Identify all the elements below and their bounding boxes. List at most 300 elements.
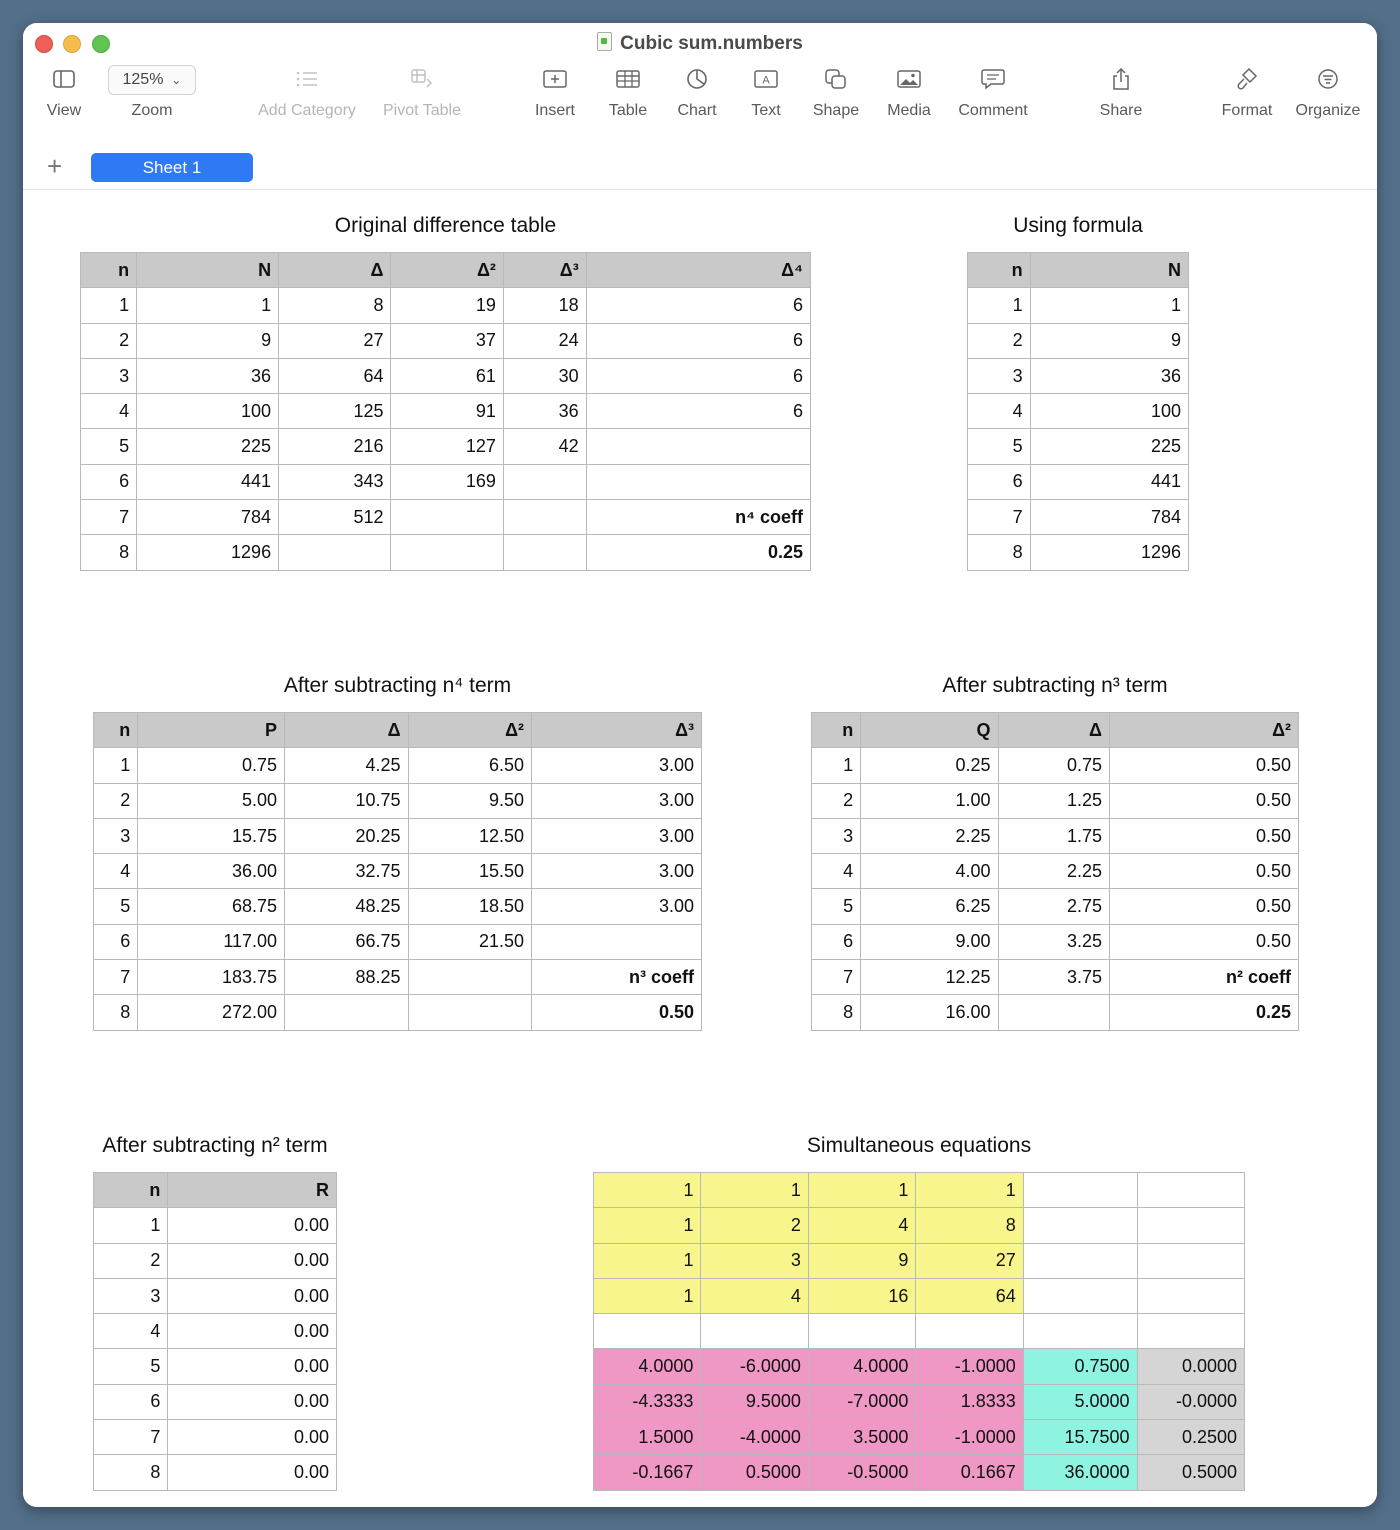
format-button[interactable]: Format	[1217, 65, 1277, 120]
table-cell[interactable]: 0.00	[168, 1278, 337, 1313]
table-cell[interactable]: 64	[279, 358, 391, 393]
table-cell[interactable]	[808, 1314, 915, 1349]
table-cell[interactable]: 1.75	[998, 818, 1109, 853]
column-header[interactable]: Δ²	[408, 713, 531, 748]
table-cell[interactable]: 8	[94, 995, 138, 1030]
table-cell[interactable]: 2	[968, 323, 1031, 358]
table-cell[interactable]: 12.50	[408, 818, 531, 853]
insert-icon	[530, 65, 580, 93]
table-cell[interactable]: 5.00	[138, 783, 285, 818]
table-cell[interactable]: 9	[1030, 323, 1188, 358]
table-cell[interactable]: 0.25	[861, 748, 998, 783]
table-cell[interactable]: 15.75	[138, 818, 285, 853]
table-cell[interactable]: 16	[808, 1278, 915, 1313]
sheet-canvas	[23, 190, 1377, 1507]
table-cell[interactable]: 3	[94, 1278, 168, 1313]
table-cell[interactable]	[1023, 1278, 1137, 1313]
table-cell[interactable]: 5	[94, 889, 138, 924]
table-cell[interactable]: 7	[81, 500, 137, 535]
table-cell[interactable]: 0.0000	[1137, 1349, 1244, 1384]
table-cell[interactable]	[408, 995, 531, 1030]
column-header[interactable]: n	[968, 253, 1031, 288]
window-title: Cubic sum.numbers	[23, 32, 1377, 55]
table-cell[interactable]: 48.25	[285, 889, 408, 924]
table-cell[interactable]: 100	[1030, 394, 1188, 429]
table-cell[interactable]: 8	[812, 995, 861, 1030]
table-cell[interactable]: 100	[137, 394, 279, 429]
table-cell[interactable]: 7	[94, 1420, 168, 1455]
table-cell[interactable]: 4	[81, 394, 137, 429]
table-row	[94, 1455, 337, 1490]
table-title-n3: After subtracting n³ term	[942, 674, 1168, 697]
table-cell[interactable]: 4.0000	[808, 1349, 915, 1384]
table-row	[94, 1420, 337, 1455]
table-cell[interactable]: 18	[503, 288, 586, 323]
table-row	[594, 1420, 1245, 1455]
table-cell[interactable]: 3.00	[532, 854, 702, 889]
column-header[interactable]: Q	[861, 713, 998, 748]
table-cell[interactable]: 27	[916, 1243, 1023, 1278]
table-row	[81, 500, 811, 535]
column-header[interactable]: N	[137, 253, 279, 288]
table-cell[interactable]: -1.0000	[916, 1349, 1023, 1384]
table-cell[interactable]: 15.7500	[1023, 1420, 1137, 1455]
table-cell[interactable]: 2.25	[998, 854, 1109, 889]
table-cell[interactable]	[1137, 1173, 1244, 1208]
table-cell[interactable]: 6	[586, 323, 810, 358]
table-cell[interactable]: 8	[968, 535, 1031, 570]
table-cell[interactable]: 1296	[1030, 535, 1188, 570]
table-row	[594, 1173, 1245, 1208]
after-n2-table	[93, 1172, 337, 1491]
table-row	[812, 854, 1299, 889]
table-cell[interactable]	[701, 1314, 808, 1349]
table-cell[interactable]	[1137, 1314, 1244, 1349]
table-cell[interactable]: 784	[1030, 500, 1188, 535]
table-cell[interactable]: 169	[391, 464, 503, 499]
table-cell[interactable]: -0.5000	[808, 1455, 915, 1490]
table-cell[interactable]: 4.00	[861, 854, 998, 889]
column-header[interactable]: Δ⁴	[586, 253, 810, 288]
table-cell[interactable]: 343	[279, 464, 391, 499]
text-button[interactable]: A Text	[746, 65, 786, 120]
table-cell[interactable]: 1	[594, 1173, 701, 1208]
table-cell[interactable]: 6	[968, 464, 1031, 499]
table-cell[interactable]	[916, 1314, 1023, 1349]
table-cell[interactable]: 88.25	[285, 960, 408, 995]
table-cell[interactable]: 2	[94, 1243, 168, 1278]
pivot-table-button[interactable]: Pivot Table	[380, 65, 464, 120]
table-cell[interactable]: 9.00	[861, 924, 998, 959]
table-row	[94, 783, 702, 818]
sheet-tabs-bar	[23, 149, 1377, 190]
table-row	[968, 535, 1189, 570]
table-row	[812, 748, 1299, 783]
table-cell[interactable]	[279, 535, 391, 570]
table-cell[interactable]: 32.75	[285, 854, 408, 889]
comment-icon	[955, 65, 1031, 93]
table-cell[interactable]	[586, 429, 810, 464]
table-cell[interactable]: 9.50	[408, 783, 531, 818]
list-icon	[255, 65, 359, 93]
table-cell[interactable]: 5	[812, 889, 861, 924]
table-row	[94, 1208, 337, 1243]
table-cell[interactable]: 24	[503, 323, 586, 358]
chart-button[interactable]: Chart	[673, 65, 721, 120]
table-cell[interactable]: -6.0000	[701, 1349, 808, 1384]
header-row	[812, 713, 1299, 748]
table-cell[interactable]: 30	[503, 358, 586, 393]
table-cell[interactable]: 1	[968, 288, 1031, 323]
table-cell[interactable]: 3.5000	[808, 1420, 915, 1455]
column-header[interactable]: R	[168, 1173, 337, 1208]
table-cell[interactable]: 0.75	[138, 748, 285, 783]
table-cell[interactable]: 0.5000	[701, 1455, 808, 1490]
table-cell[interactable]: 3.25	[998, 924, 1109, 959]
table-cell[interactable]: 6.50	[408, 748, 531, 783]
table-cell[interactable]: 3	[812, 818, 861, 853]
table-cell[interactable]: 0.50	[1109, 854, 1298, 889]
table-cell[interactable]: 3	[968, 358, 1031, 393]
table-cell[interactable]: 216	[279, 429, 391, 464]
table-cell[interactable]: 8	[94, 1455, 168, 1490]
table-button[interactable]: Table	[604, 65, 652, 120]
zoom-select[interactable]: 125% ⌄	[108, 65, 196, 95]
table-cell[interactable]	[1023, 1243, 1137, 1278]
table-cell[interactable]: 61	[391, 358, 503, 393]
table-row	[94, 818, 702, 853]
table-row	[812, 889, 1299, 924]
table-row	[968, 358, 1189, 393]
table-cell[interactable]: 4.25	[285, 748, 408, 783]
simultaneous-equations-table	[593, 1172, 1245, 1491]
table-cell[interactable]: 125	[279, 394, 391, 429]
table-row	[594, 1314, 1245, 1349]
table-cell[interactable]: 4	[701, 1278, 808, 1313]
table-row	[812, 783, 1299, 818]
table-cell[interactable]: -1.0000	[916, 1420, 1023, 1455]
table-cell[interactable]: 2	[812, 783, 861, 818]
table-cell[interactable]: 1	[701, 1173, 808, 1208]
table-row	[94, 960, 702, 995]
table-title-n2: After subtracting n² term	[102, 1134, 328, 1157]
table-row	[94, 995, 702, 1030]
table-title-formula: Using formula	[1013, 214, 1143, 237]
table-cell[interactable]	[1137, 1208, 1244, 1243]
table-cell[interactable]: 0.50	[1109, 783, 1298, 818]
table-row	[94, 889, 702, 924]
table-row	[94, 1314, 337, 1349]
add-category-button[interactable]: Add Category	[255, 65, 359, 120]
table-cell[interactable]: 1	[812, 748, 861, 783]
table-title-simul: Simultaneous equations	[806, 1134, 1032, 1157]
table-cell[interactable]: 9	[808, 1243, 915, 1278]
column-header[interactable]: Δ³	[532, 713, 702, 748]
organize-icon	[1293, 65, 1363, 93]
table-cell[interactable]: 0.5000	[1137, 1455, 1244, 1490]
table-cell[interactable]: 0.25	[1109, 995, 1298, 1030]
table-row	[594, 1243, 1245, 1278]
table-cell[interactable]: 0.00	[168, 1384, 337, 1419]
table-cell[interactable]: 1	[594, 1208, 701, 1243]
table-cell[interactable]: n³ coeff	[532, 960, 702, 995]
column-header[interactable]: Δ²	[391, 253, 503, 288]
table-cell[interactable]: 91	[391, 394, 503, 429]
comment-button[interactable]: Comment	[955, 65, 1031, 120]
table-row	[94, 1384, 337, 1419]
column-header[interactable]: n	[94, 713, 138, 748]
table-cell[interactable]	[391, 500, 503, 535]
table-cell[interactable]: 7	[94, 960, 138, 995]
table-row	[594, 1455, 1245, 1490]
view-button[interactable]: View	[41, 65, 87, 120]
table-cell[interactable]: 4	[812, 854, 861, 889]
table-cell[interactable]	[532, 924, 702, 959]
table-cell[interactable]: 272.00	[138, 995, 285, 1030]
table-cell[interactable]: 27	[279, 323, 391, 358]
table-cell[interactable]: 0.50	[532, 995, 702, 1030]
table-cell[interactable]: 6	[586, 288, 810, 323]
table-cell[interactable]: 4	[808, 1208, 915, 1243]
table-cell[interactable]: 42	[503, 429, 586, 464]
chart-icon	[673, 65, 721, 93]
sheet-tab-sheet-1[interactable]: Sheet 1	[91, 153, 253, 182]
shape-button[interactable]: Shape	[810, 65, 862, 120]
table-row	[812, 960, 1299, 995]
table-cell[interactable]	[1023, 1208, 1137, 1243]
table-cell[interactable]: 4	[968, 394, 1031, 429]
table-cell[interactable]: 1.8333	[916, 1384, 1023, 1419]
table-cell[interactable]: 36.0000	[1023, 1455, 1137, 1490]
table-cell[interactable]: 6	[812, 924, 861, 959]
table-cell[interactable]: 1	[137, 288, 279, 323]
table-row	[94, 924, 702, 959]
table-cell[interactable]: 0.00	[168, 1314, 337, 1349]
table-cell[interactable]: 9.5000	[701, 1384, 808, 1419]
column-header[interactable]: Δ	[285, 713, 408, 748]
table-cell[interactable]: 0.7500	[1023, 1349, 1137, 1384]
add-sheet-button[interactable]: +	[47, 151, 63, 181]
column-header[interactable]: n	[81, 253, 137, 288]
table-cell[interactable]: 3	[701, 1243, 808, 1278]
table-cell[interactable]	[503, 500, 586, 535]
table-icon	[604, 65, 652, 93]
column-header[interactable]: P	[138, 713, 285, 748]
table-cell[interactable]: 2.75	[998, 889, 1109, 924]
table-cell[interactable]	[1023, 1173, 1137, 1208]
table-cell[interactable]: 5	[81, 429, 137, 464]
table-cell[interactable]: 3.00	[532, 748, 702, 783]
table-cell[interactable]: 2	[81, 323, 137, 358]
table-cell[interactable]: 18.50	[408, 889, 531, 924]
table-row	[812, 818, 1299, 853]
table-cell[interactable]	[998, 995, 1109, 1030]
table-cell[interactable]: 64	[916, 1278, 1023, 1313]
table-row	[94, 748, 702, 783]
table-cell[interactable]: 6	[586, 358, 810, 393]
table-cell[interactable]: 0.00	[168, 1349, 337, 1384]
table-cell[interactable]	[391, 535, 503, 570]
table-cell[interactable]: n⁴ coeff	[586, 500, 810, 535]
table-cell[interactable]: n² coeff	[1109, 960, 1298, 995]
table-cell[interactable]: 0.00	[168, 1243, 337, 1278]
table-cell[interactable]: 36	[1030, 358, 1188, 393]
table-cell[interactable]: 183.75	[138, 960, 285, 995]
table-cell[interactable]: 1.00	[861, 783, 998, 818]
table-cell[interactable]: 0.50	[1109, 748, 1298, 783]
table-cell[interactable]	[1137, 1243, 1244, 1278]
table-row	[968, 500, 1189, 535]
table-cell[interactable]: 127	[391, 429, 503, 464]
table-cell[interactable]	[594, 1314, 701, 1349]
column-header[interactable]: Δ³	[503, 253, 586, 288]
table-cell[interactable]	[503, 535, 586, 570]
table-cell[interactable]: 1	[94, 1208, 168, 1243]
column-header[interactable]: n	[812, 713, 861, 748]
table-cell[interactable]: 36	[137, 358, 279, 393]
table-row	[594, 1278, 1245, 1313]
table-cell[interactable]: 3.00	[532, 783, 702, 818]
table-cell[interactable]: 2.25	[861, 818, 998, 853]
table-cell[interactable]: 66.75	[285, 924, 408, 959]
table-cell[interactable]: 1.5000	[594, 1420, 701, 1455]
table-cell[interactable]: 0.1667	[916, 1455, 1023, 1490]
table-cell[interactable]: 0.00	[168, 1420, 337, 1455]
table-cell[interactable]: 7	[812, 960, 861, 995]
column-header[interactable]: Δ	[998, 713, 1109, 748]
table-cell[interactable]: -0.1667	[594, 1455, 701, 1490]
table-cell[interactable]: 225	[137, 429, 279, 464]
table-cell[interactable]: 21.50	[408, 924, 531, 959]
table-cell[interactable]: 36	[503, 394, 586, 429]
table-cell[interactable]: 2	[94, 783, 138, 818]
table-cell[interactable]	[586, 464, 810, 499]
table-cell[interactable]: 5	[94, 1349, 168, 1384]
table-cell[interactable]: 5.0000	[1023, 1384, 1137, 1419]
table-cell[interactable]: 0.75	[998, 748, 1109, 783]
table-cell[interactable]: 0.00	[168, 1455, 337, 1490]
table-cell[interactable]: 784	[137, 500, 279, 535]
table-cell[interactable]	[285, 995, 408, 1030]
table-cell[interactable]: -0.0000	[1137, 1384, 1244, 1419]
sidebar-icon	[41, 65, 87, 93]
header-row	[94, 1173, 337, 1208]
share-button[interactable]: Share	[1097, 65, 1145, 120]
table-cell[interactable]: 1	[808, 1173, 915, 1208]
table-cell[interactable]: 3	[94, 818, 138, 853]
column-header[interactable]: Δ²	[1109, 713, 1298, 748]
table-cell[interactable]: 16.00	[861, 995, 998, 1030]
insert-button[interactable]: Insert	[530, 65, 580, 120]
toolbar	[23, 23, 1377, 150]
table-cell[interactable]	[408, 960, 531, 995]
table-cell[interactable]: 0.50	[1109, 924, 1298, 959]
text-box-icon	[746, 65, 786, 93]
table-cell[interactable]	[1023, 1314, 1137, 1349]
table-cell[interactable]: 0.00	[168, 1208, 337, 1243]
table-cell[interactable]: 0.25	[586, 535, 810, 570]
app-window	[23, 23, 1377, 1507]
table-cell[interactable]: -7.0000	[808, 1384, 915, 1419]
table-cell[interactable]: 6	[586, 394, 810, 429]
svg-text:A: A	[762, 74, 770, 87]
table-cell[interactable]: 8	[916, 1208, 1023, 1243]
table-cell[interactable]: 10.75	[285, 783, 408, 818]
table-cell[interactable]: 5	[968, 429, 1031, 464]
table-cell[interactable]: 1296	[137, 535, 279, 570]
media-button[interactable]: Media	[883, 65, 935, 120]
column-header[interactable]: N	[1030, 253, 1188, 288]
table-cell[interactable]: 1	[594, 1243, 701, 1278]
table-cell[interactable]	[1137, 1278, 1244, 1313]
table-cell[interactable]: 19	[391, 288, 503, 323]
table-cell[interactable]: 1	[81, 288, 137, 323]
table-cell[interactable]: 1	[594, 1278, 701, 1313]
after-n4-table	[93, 712, 702, 1031]
table-cell[interactable]: 3.00	[532, 889, 702, 924]
table-cell[interactable]	[503, 464, 586, 499]
table-cell[interactable]: 441	[1030, 464, 1188, 499]
table-row	[81, 323, 811, 358]
organize-button[interactable]: Organize	[1293, 65, 1363, 120]
table-cell[interactable]: 36.00	[138, 854, 285, 889]
table-cell[interactable]: 8	[81, 535, 137, 570]
table-cell[interactable]: 0.2500	[1137, 1420, 1244, 1455]
header-row	[81, 253, 811, 288]
table-cell[interactable]: 1.25	[998, 783, 1109, 818]
table-cell[interactable]: -4.3333	[594, 1384, 701, 1419]
table-cell[interactable]: 0.50	[1109, 818, 1298, 853]
table-row	[968, 464, 1189, 499]
table-cell[interactable]: 4	[94, 1314, 168, 1349]
table-cell[interactable]: 12.25	[861, 960, 998, 995]
table-cell[interactable]: 3.00	[532, 818, 702, 853]
table-cell[interactable]: 37	[391, 323, 503, 358]
column-header[interactable]: Δ	[279, 253, 391, 288]
table-cell[interactable]: -4.0000	[701, 1420, 808, 1455]
table-cell[interactable]: 1	[94, 748, 138, 783]
table-cell[interactable]: 1	[916, 1173, 1023, 1208]
table-cell[interactable]: 6	[81, 464, 137, 499]
table-cell[interactable]: 225	[1030, 429, 1188, 464]
table-cell[interactable]: 20.25	[285, 818, 408, 853]
table-cell[interactable]: 3.75	[998, 960, 1109, 995]
header-row	[968, 253, 1189, 288]
table-cell[interactable]: 0.50	[1109, 889, 1298, 924]
table-cell[interactable]: 4.0000	[594, 1349, 701, 1384]
table-cell[interactable]: 3	[81, 358, 137, 393]
table-cell[interactable]: 7	[968, 500, 1031, 535]
table-cell[interactable]: 9	[137, 323, 279, 358]
after-n3-table	[811, 712, 1299, 1031]
table-cell[interactable]: 4	[94, 854, 138, 889]
table-row	[594, 1384, 1245, 1419]
table-cell[interactable]: 15.50	[408, 854, 531, 889]
column-header[interactable]: n	[94, 1173, 168, 1208]
table-cell[interactable]: 6	[94, 1384, 168, 1419]
table-row	[812, 995, 1299, 1030]
table-row	[94, 1349, 337, 1384]
table-cell[interactable]: 512	[279, 500, 391, 535]
table-cell[interactable]: 68.75	[138, 889, 285, 924]
table-cell[interactable]: 117.00	[138, 924, 285, 959]
table-cell[interactable]: 6.25	[861, 889, 998, 924]
table-cell[interactable]: 8	[279, 288, 391, 323]
table-cell[interactable]: 2	[701, 1208, 808, 1243]
table-cell[interactable]: 441	[137, 464, 279, 499]
table-cell[interactable]: 1	[1030, 288, 1188, 323]
table-cell[interactable]: 6	[94, 924, 138, 959]
